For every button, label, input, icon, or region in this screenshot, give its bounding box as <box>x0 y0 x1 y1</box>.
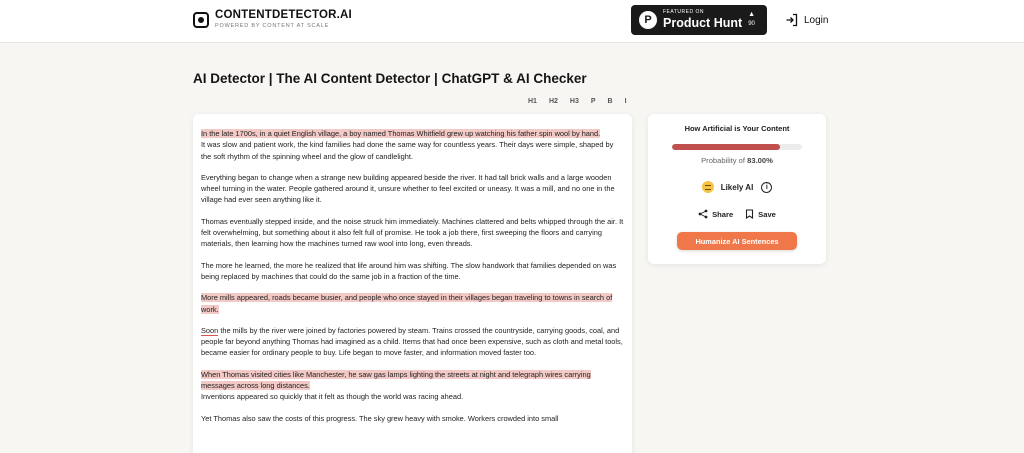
login-button[interactable] <box>785 13 828 27</box>
product-hunt-featured-label: FEATURED ON <box>663 9 704 16</box>
toolbar-h3-button[interactable]: H3 <box>569 98 579 105</box>
ai-probability-bar <box>672 144 802 150</box>
share-button[interactable] <box>698 209 733 219</box>
result-actions <box>648 209 826 219</box>
editor-paragraph: Yet Thomas also saw the costs of this progress. The sky grew heavy with smoke. Workers crowded into small <box>201 413 559 423</box>
ai-highlighted-sentence: In the late 1700s, in a quiet English village, a boy named Thomas Whitfield grew up watching his father spin wool by hand. <box>201 129 601 138</box>
product-hunt-logo: P <box>639 11 657 29</box>
paragraph-text: It was slow and patient work, the kind families had done the same way for countless years. Their days were simple, shaped by the soft rhythm of the spinning wheel and the glow of candlelight. <box>201 140 614 161</box>
login-label: Login <box>804 14 829 26</box>
logo-tagline: POWERED BY CONTENT AT SCALE <box>215 22 330 29</box>
toolbar-paragraph-button[interactable]: P <box>590 98 596 105</box>
top-header <box>0 0 1024 43</box>
sad-face-icon <box>702 181 714 193</box>
result-card <box>648 114 826 264</box>
product-hunt-badge[interactable] <box>631 5 767 35</box>
editor-paragraph: Everything began to change when a strange new building appeared beside the river. It had tall brick walls and a large wooden wheel turning in the water. People gathered around it, unsure whether to feel excited or uneasy. It was a mill, and no one in the village had ever seen anything like it. <box>201 172 615 205</box>
spellcheck-underlined-word: Soon <box>201 325 219 335</box>
editor-paragraph <box>201 369 624 403</box>
product-hunt-votes: 90 <box>748 21 755 27</box>
ai-probability-fill <box>672 144 780 150</box>
paragraph-text: the mills by the river were joined by factories powered by steam. Trains crossed the countryside, carrying goods, coal, and people far beyond anything Thomas had imagined as a child. Items that had once been expensive, such as cloth and metal tools, became easier for ordinary people to buy. Life began to move faster, and information moved faster too. <box>201 325 623 358</box>
ai-highlighted-sentence: More mills appeared, roads became busier, and people who once stayed in their villages began traveling to towns in search of work. <box>201 293 613 314</box>
share-label: Share <box>712 209 734 219</box>
editor-paragraph <box>201 292 624 315</box>
logo-name: CONTENTDETECTOR.AI <box>215 9 352 21</box>
probability-value: 83.00% <box>747 156 773 165</box>
product-hunt-name: Product Hunt <box>663 16 743 31</box>
toolbar-bold-button[interactable]: B <box>607 98 613 105</box>
humanize-button[interactable]: Humanize AI Sentences <box>677 232 797 250</box>
toolbar-h1-button[interactable]: H1 <box>528 98 537 105</box>
verdict-label: Likely AI <box>720 182 754 192</box>
toolbar-h2-button[interactable]: H2 <box>548 98 558 105</box>
probability-label: Probability of <box>701 156 745 165</box>
logo-icon <box>193 12 209 28</box>
paragraph-text: Inventions appeared so quickly that it felt as though the world was racing ahead. <box>201 392 464 402</box>
share-icon <box>698 209 708 219</box>
probability-text <box>648 156 826 165</box>
editor-paragraph: The more he learned, the more he realized that life around him was shifting. The slow handwork that families depended on was being replaced by machines that could do the same job in a fraction of the time. <box>201 260 617 281</box>
result-title: How Artificial is Your Content <box>684 124 790 133</box>
save-button[interactable] <box>745 209 776 219</box>
verdict-row <box>648 181 826 193</box>
ai-highlighted-sentence: When Thomas visited cities like Manchester, he saw gas lamps lighting the streets at night and telegraph wires carrying messages across long distances. <box>201 369 591 391</box>
upvote-arrow-icon: ▲ <box>748 11 755 18</box>
editor-paragraph: Thomas eventually stepped inside, and the noise struck him immediately. Machines clattered and belts whipped through the air. It felt overwhelming, but something about it also felt full of promise. He took a job there, first sweeping the floors and carrying materials, then learning how the machines turned raw wool into long, even threads. <box>201 216 624 249</box>
info-icon[interactable]: i <box>761 182 772 193</box>
format-toolbar <box>528 98 639 105</box>
login-icon <box>785 13 799 27</box>
page-title: AI Detector | The AI Content Detector | ChatGPT & AI Checker <box>193 71 587 86</box>
toolbar-italic-button[interactable]: I <box>624 98 627 105</box>
text-editor[interactable] <box>193 114 632 453</box>
editor-paragraph <box>201 128 624 162</box>
save-label: Save <box>758 209 776 219</box>
bookmark-icon <box>745 209 754 219</box>
editor-paragraph <box>201 325 624 359</box>
site-logo[interactable] <box>193 10 352 29</box>
